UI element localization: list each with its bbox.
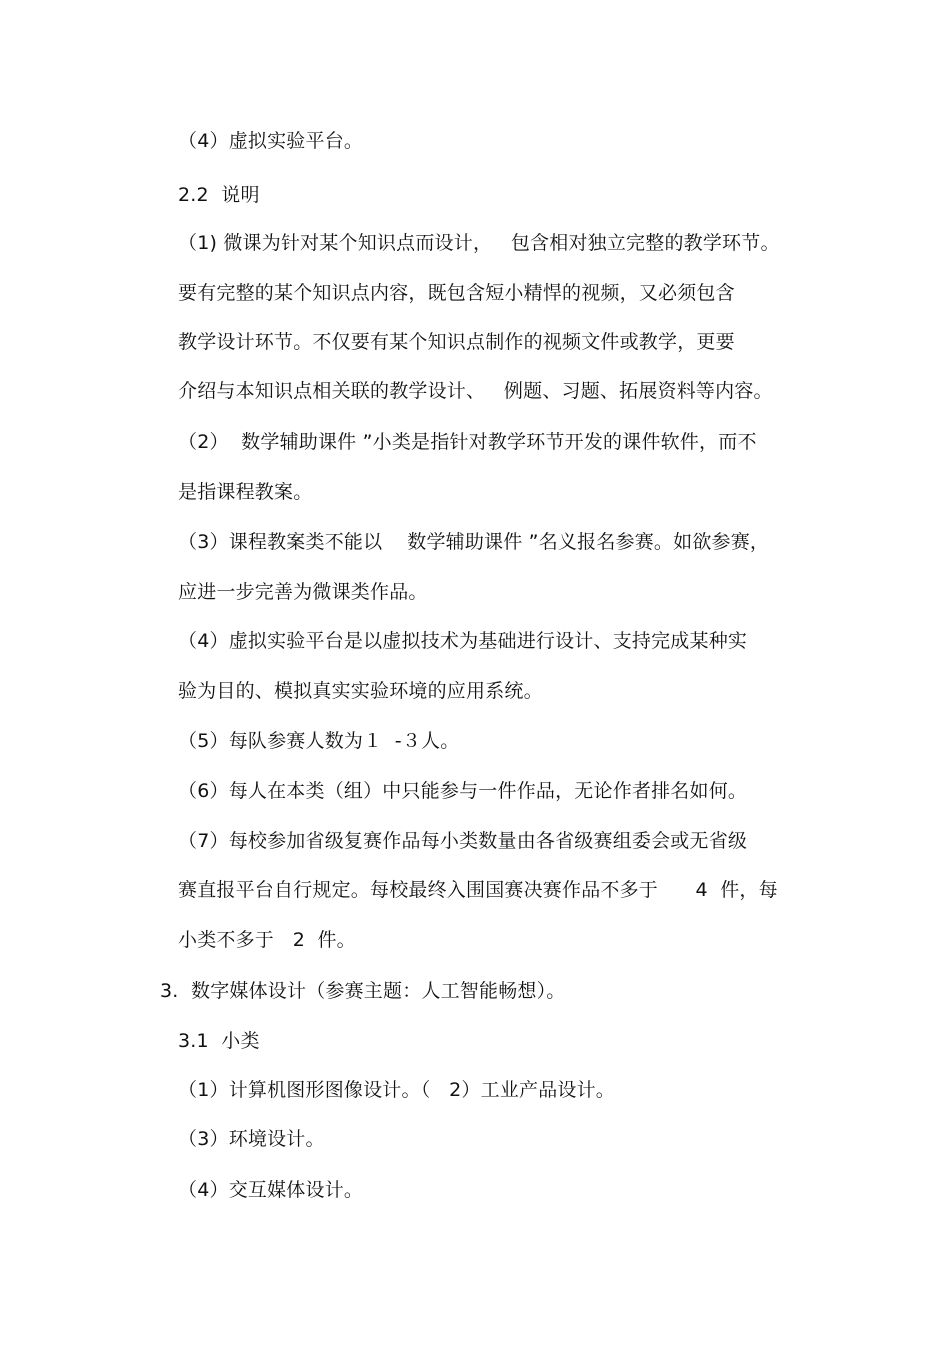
- text-line-1: （4）虚拟实验平台。: [178, 130, 364, 152]
- text-line-11: （4）虚拟实验平台是以虚拟技术为基础进行设计、支持完成某种实: [178, 630, 748, 652]
- section-heading-3-1: 3.1 小类: [178, 1030, 260, 1052]
- text-line-6: 介绍与本知识点相关联的教学设计、 例题、习题、拓展资料等内容。: [178, 380, 773, 402]
- text-line-3: （1) 微课为针对某个知识点而设计， 包含相对独立完整的教学环节。: [178, 232, 780, 254]
- text-line-14: （6）每人在本类（组）中只能参与一件作品，无论作者排名如何。: [178, 780, 748, 802]
- text-line-15: （7）每校参加省级复赛作品每小类数量由各省级赛组委会或无省级: [178, 830, 748, 852]
- text-line-4: 要有完整的某个知识点内容，既包含短小精悍的视频，又必须包含: [178, 282, 735, 304]
- section-heading-2-2: 2.2 说明: [178, 184, 260, 206]
- text-line-12: 验为目的、模拟真实实验环境的应用系统。: [178, 680, 543, 702]
- text-line-9: （3）课程教案类不能以 数学辅助课件 ”名义报名参赛。如欲参赛，: [178, 531, 770, 553]
- text-line-8: 是指课程教案。: [178, 481, 313, 503]
- text-line-17: 小类不多于 2 件。: [178, 929, 356, 951]
- text-line-22: （4）交互媒体设计。: [178, 1179, 364, 1201]
- text-line-7: （2） 数学辅助课件 ”小类是指针对教学环节开发的课件软件，而不: [178, 431, 757, 453]
- section-heading-3: 3. 数字媒体设计（参赛主题：人工智能畅想）。: [160, 980, 566, 1002]
- text-line-10: 应进一步完善为微课类作品。: [178, 581, 428, 603]
- text-line-21: （3）环境设计。: [178, 1128, 325, 1150]
- text-line-5: 教学设计环节。不仅要有某个知识点制作的视频文件或教学，更要: [178, 331, 735, 353]
- text-line-20: （1）计算机图形图像设计。（ 2）工业产品设计。: [178, 1079, 615, 1101]
- text-line-16: 赛直报平台自行规定。每校最终入围国赛决赛作品不多于 4 件，每: [178, 879, 778, 901]
- text-line-13: （5）每队参赛人数为１ -３人。: [178, 730, 460, 752]
